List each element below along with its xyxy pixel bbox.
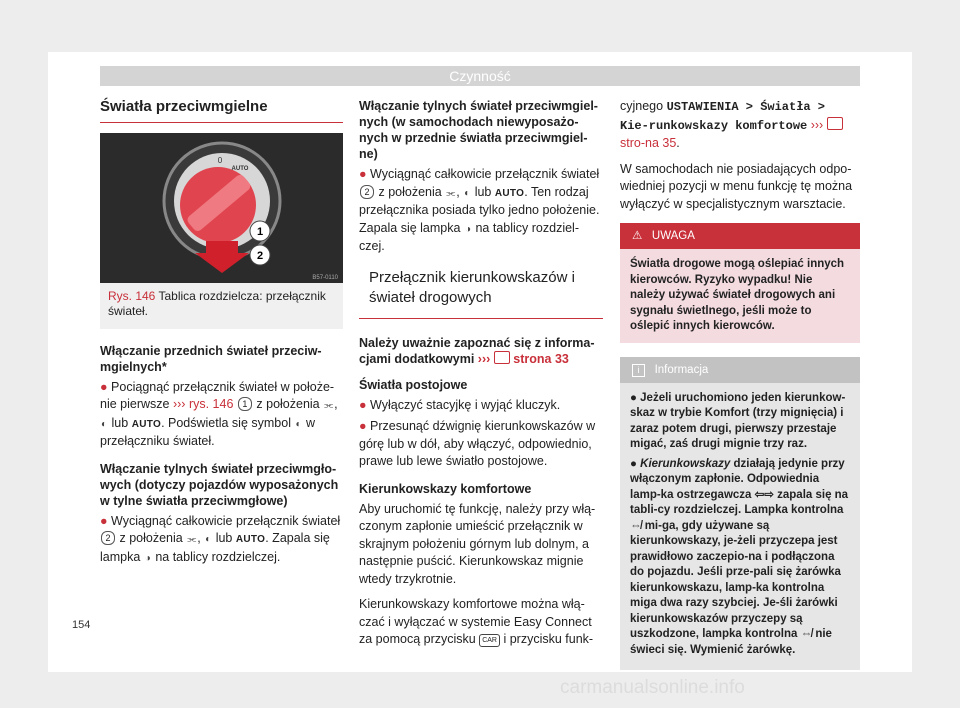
- info-header: i Informacja: [620, 357, 860, 383]
- heading-rear-fog: Włączanie tylnych świateł przeciwmgło-wych (dotyczy pojazdów wyposażonych w tylne światła przeciwmgłowe): [100, 461, 339, 508]
- bullet-icon: ●: [100, 513, 108, 528]
- position-2-badge: 2: [101, 531, 115, 545]
- arrow-ref-icon: ›››: [172, 397, 186, 411]
- page-link[interactable]: strona 33: [513, 351, 569, 366]
- bullet-rear-fog: ● Wyciągnąć całkowicie przełącznik świateł 2 z położenia ⫘, ◐ lub AUTO. Zapala się lampka ◑ na tablicy rozdzielczej.: [100, 513, 343, 568]
- arrow-ref-icon: ›››: [810, 117, 824, 132]
- warning-text: Światła drogowe mogą oślepiać innych kierowców. Ryzyko wypadku! Nie należy używać świateł drogowych ani sygnału świetlnego, jeśli może to oślepić innych kierowców.: [630, 258, 845, 332]
- column-2: [359, 98, 603, 657]
- paragraph-workshop: W samochodach nie posiadających odpo-wiedniej pozycji w menu funkcję tę można wyłączyć w specjalistycznym warsztacie.: [620, 161, 853, 211]
- callout-2: 2: [256, 249, 264, 262]
- info-box: [620, 357, 860, 671]
- heading-comfort-indicators: Kierunkowskazy komfortowe: [359, 481, 532, 496]
- parking-light-icon: ⫘: [187, 534, 197, 545]
- front-fog-icon: ◐: [295, 418, 302, 430]
- rear-fog-icon: ◑: [144, 552, 151, 564]
- section-title: Światła przeciwmgielne: [100, 98, 343, 123]
- trailer-indicator-icon: ⇎: [630, 519, 642, 532]
- bullet-icon: ●: [359, 419, 367, 433]
- bullet-front-fog: ● Pociągnąć przełącznik świateł w położe-nie pierwsze ››› rys. 146 1 z położenia ⫘, ◐ lub AUTO. Podświetla się symbol ◐ w przełączniku świateł.: [100, 379, 338, 448]
- auto-symbol: AUTO: [494, 187, 525, 199]
- section-header: Czynność: [100, 66, 860, 86]
- position-2-badge: 2: [360, 185, 374, 199]
- column-3: [620, 98, 860, 670]
- arrow-ref-icon: ›››: [477, 351, 491, 366]
- warning-box: [620, 223, 860, 343]
- dial-label-off: 0: [217, 155, 223, 165]
- figure-caption: [100, 283, 343, 329]
- dial-label-auto: AUTO: [231, 165, 249, 172]
- book-icon: [827, 117, 843, 130]
- heading-front-fog: Włączanie przednich świateł przeciw-mgielnych*: [100, 343, 322, 374]
- heading-parking-lights: Światła postojowe: [359, 377, 468, 392]
- paragraph-menu-path: cyjnego USTAWIENIA > Światła > Kie-runkowskazy komfortowe ››› stro-na 35.: [620, 98, 860, 153]
- warning-header: ⚠ UWAGA: [620, 223, 860, 249]
- auto-symbol: AUTO: [235, 534, 266, 545]
- bullet-move-lever: ● Przesunąć dźwignię kierunkowskazów w górę lub w dół, aby włączyć, odpowiednio, prawe lub lewe światło postojowe.: [359, 419, 596, 468]
- turn-signal-icon: ⇦⇨: [754, 488, 774, 501]
- warning-triangle-icon: ⚠: [632, 230, 643, 242]
- low-beam-icon: ◐: [205, 534, 212, 545]
- bullet-icon: ●: [359, 397, 367, 412]
- bullet-icon: ●: [630, 457, 637, 470]
- parking-light-icon: ⫘: [446, 187, 456, 199]
- info-item-2: ● Kierunkowskazy działają jedynie przy włączonym zapłonie. Odpowiednia lamp-ka ostrzegawcza ⇦⇨ zapala się na tabli-cy rozdzielczej. Lampka kontrolna ⇎ mi-ga, gdy używane są kierunkowskazy, je-żeli przyczepa jest prawidłowo zaczepio-na i podłączona do pojazdu. Jeśli prze-pali się żarówka kierunkowskazu, lamp-ka kontrolna miga dwa razy szybciej. Je-śli żarówki kierunkowskazów przyczepy są uszkodzone, lampka kontrolna ⇎ nie świeci się. Wymienić żarówkę.: [630, 457, 849, 656]
- trailer-indicator-icon: ⇎: [800, 628, 813, 640]
- menu-path: USTAWIENIA > Światła > Kie-runkowskazy komfortowe: [620, 100, 826, 133]
- figure-link[interactable]: rys. 146: [188, 397, 234, 411]
- bullet-icon: ●: [359, 167, 367, 181]
- watermark: carmanualsonline.info: [560, 677, 745, 698]
- bullet-ignition-off: ● Wyłączyć stacyjkę i wyjąć kluczyk.: [359, 397, 561, 412]
- info-icon: i: [632, 364, 645, 377]
- paragraph-easy-connect: Kierunkowskazy komfortowe można włą-czać i wyłączać w systemie Easy Connect za pomocą przycisku CAR i przycisku funk-: [359, 597, 594, 646]
- additional-info-note: Należy uważnie zapoznać się z informa-cjami dodatkowymi ››› strona 33: [359, 335, 595, 366]
- parking-light-icon: ⫘: [324, 400, 334, 411]
- column-1: [100, 98, 343, 575]
- low-beam-icon: ◐: [101, 418, 108, 430]
- figure-light-switch: [100, 133, 343, 329]
- light-switch-illustration: [100, 133, 343, 283]
- caption-ref: Rys. 146: [108, 288, 156, 303]
- auto-symbol: AUTO: [131, 418, 162, 430]
- page-number: 154: [72, 619, 91, 631]
- position-1-badge: 1: [238, 397, 252, 411]
- book-icon: [494, 351, 510, 364]
- bullet-rear-fog-no-front: ● Wyciągnąć całkowicie przełącznik świateł 2 z położenia ⫘, ◐ lub AUTO. Ten rodzaj przełącznika posiada tylko jedno położenie. Zapala się lampka ◑ na tablicy rozdziel-czej.: [359, 167, 600, 253]
- info-item-1: ● Jeżeli uruchomiono jeden kierunkow-skaz w trybie Komfort (trzy mignięcia) i zaraz potem drugi, pierwszy przestaje migać, zaś drugi mignie trzy raz.: [630, 391, 846, 450]
- car-button-icon: CAR: [479, 634, 500, 647]
- figure-code: B57-0110: [312, 274, 338, 281]
- heading-rear-fog-no-front: Włączanie tylnych świateł przeciwmgiel-nych (w samochodach niewyposażo-nych w przednie światła przeciwmgiel-ne): [359, 99, 598, 161]
- info-body: [620, 383, 860, 671]
- paragraph-comfort-activation: Aby uruchomić tę funkcję, należy przy włą-czonym zapłonie umieścić przełącznik w skrajnym położeniu górnym lub dolnym, a następnie puścić. Kierunkowskaz mignie wtedy trzykrotnie.: [359, 501, 596, 586]
- page-link[interactable]: stro-na 35: [620, 136, 677, 150]
- bullet-icon: ●: [630, 391, 637, 404]
- bullet-icon: ●: [100, 379, 108, 394]
- subsection-heading: Przełącznik kierunkowskazów i świateł drogowych: [359, 264, 603, 319]
- caption-text: Tablica rozdzielcza: przełącznik świateł.: [108, 288, 326, 318]
- callout-1: 1: [256, 225, 264, 238]
- rear-fog-icon: ◑: [464, 223, 471, 235]
- low-beam-icon: ◐: [464, 187, 471, 199]
